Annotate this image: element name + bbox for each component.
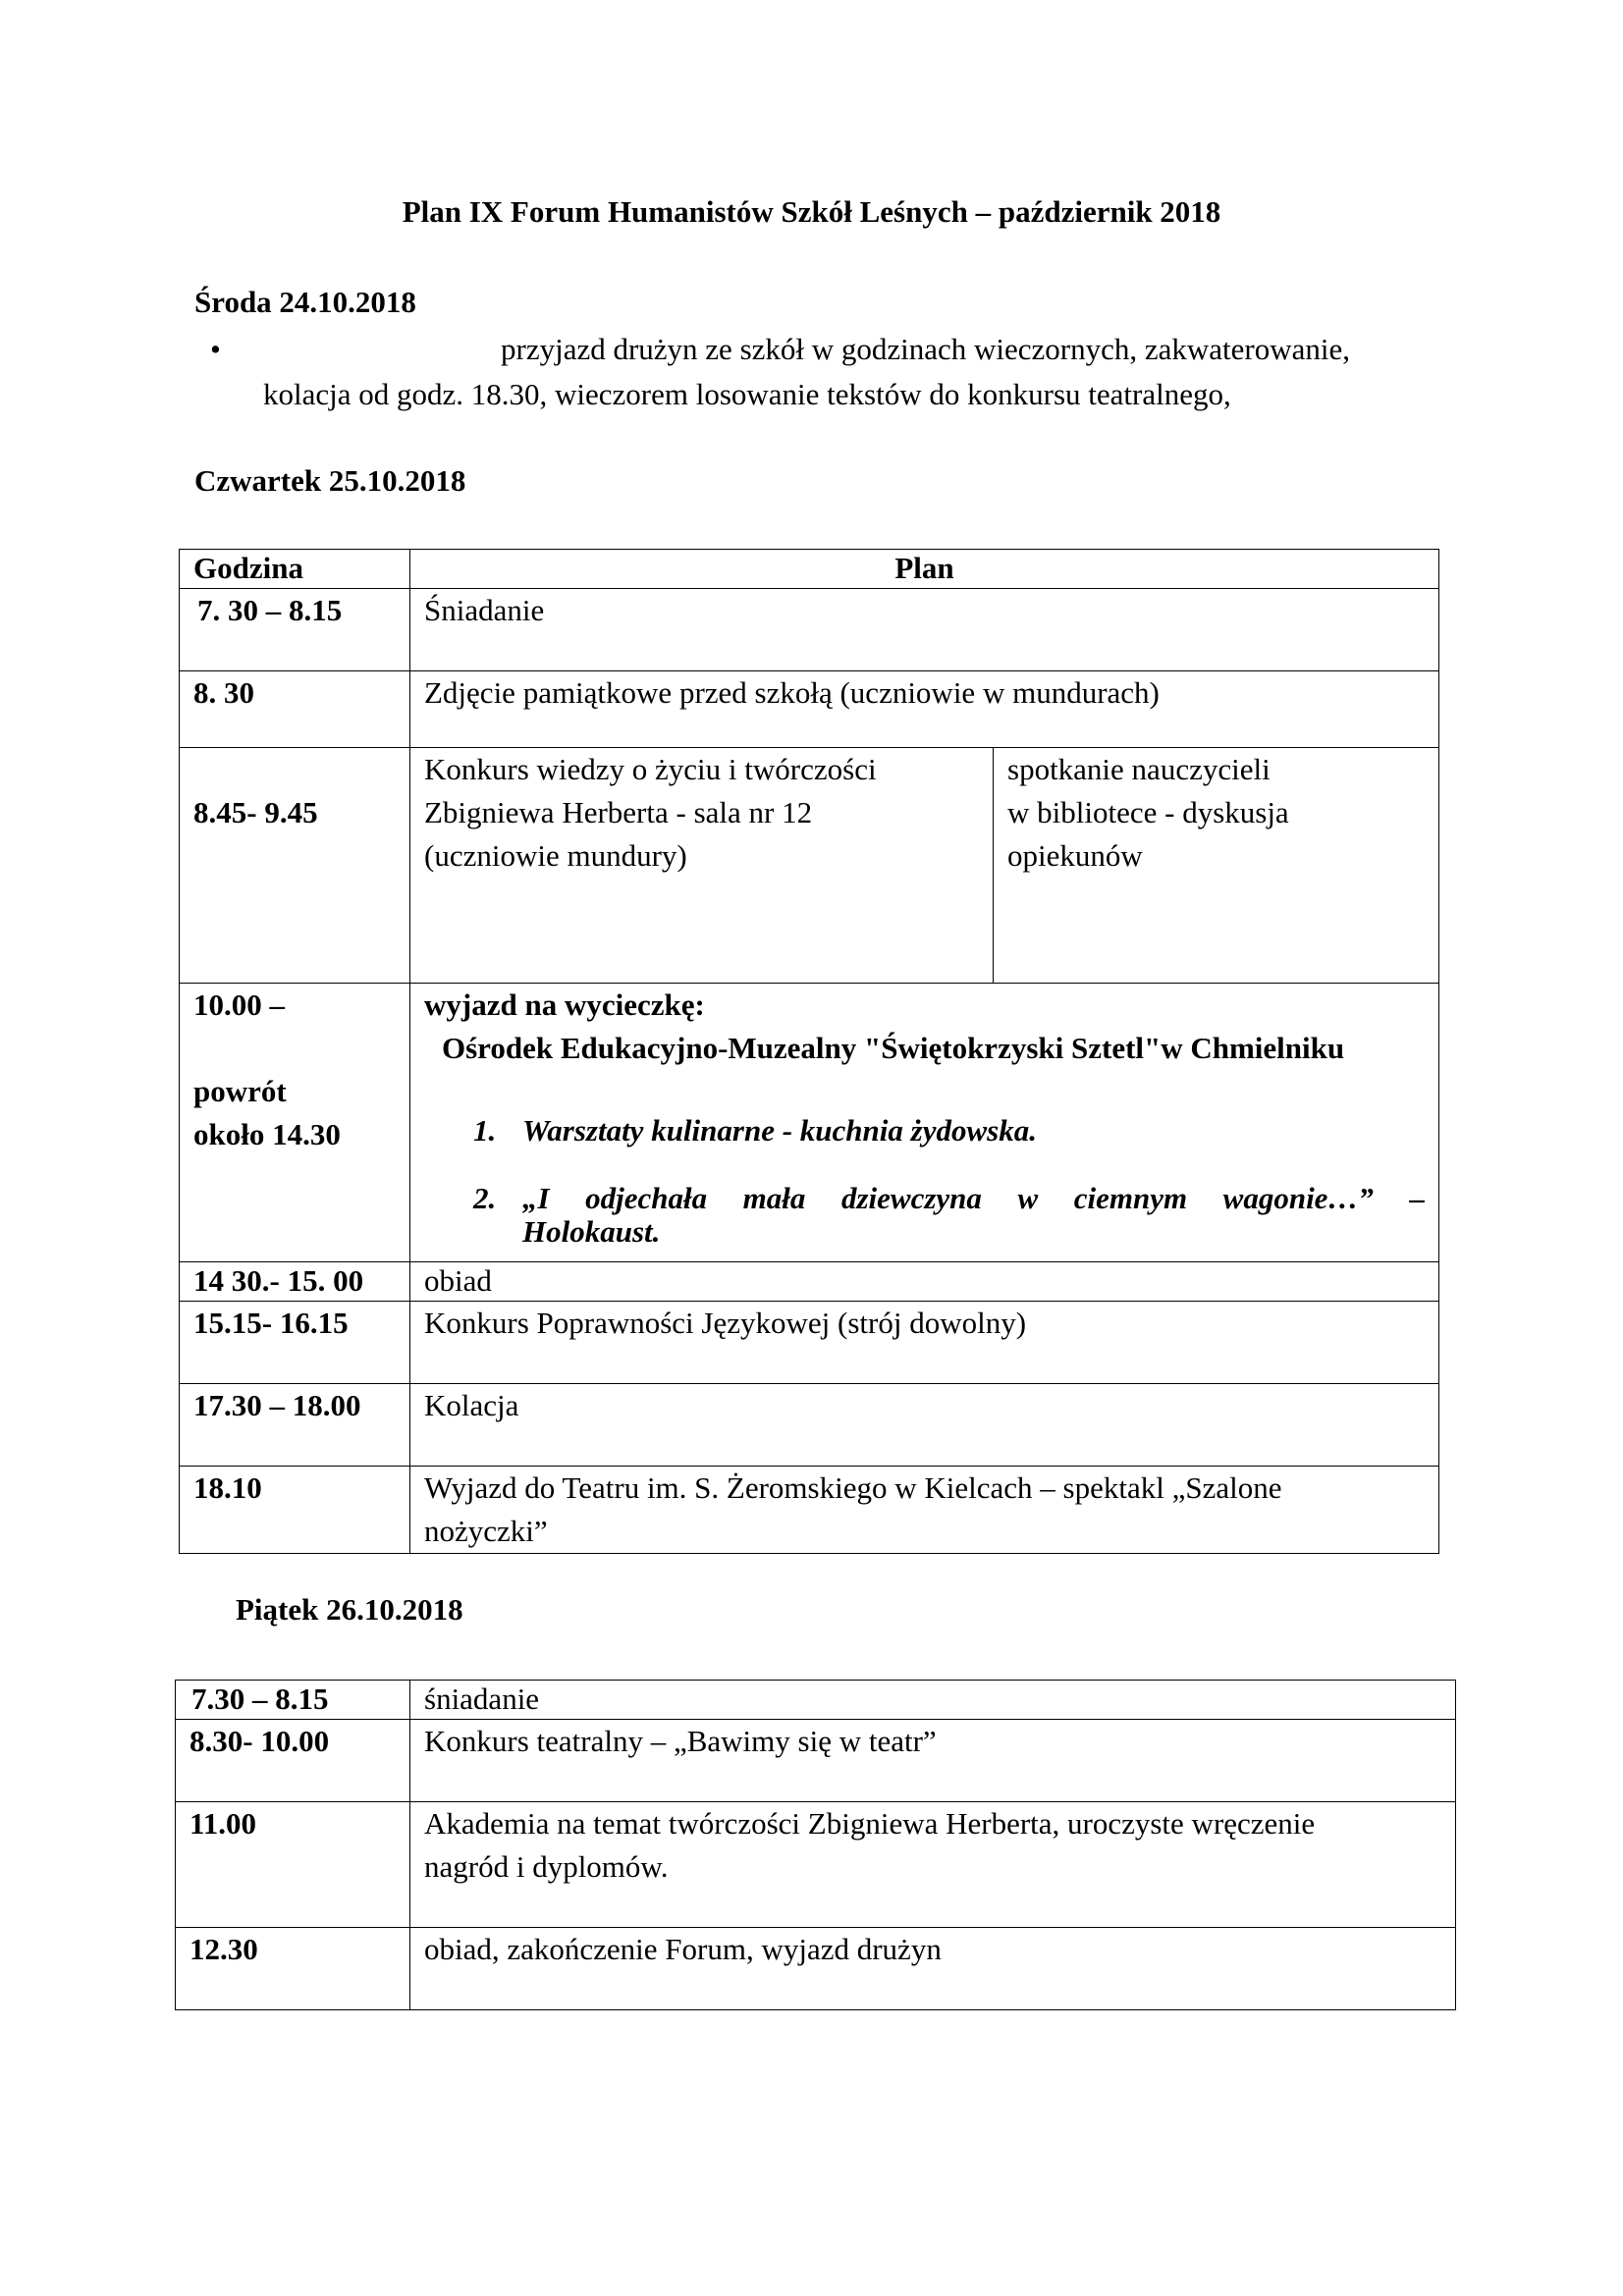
table-row — [180, 1467, 1439, 1554]
trip-depart-time: 10.00 – — [193, 988, 285, 1022]
plan-line: Wyjazd do Teatru im. S. Żeromskiego w Kielcach – spektakl „Szalone — [424, 1470, 1282, 1505]
plan-right-line: opiekunów — [1007, 838, 1143, 873]
table-row — [180, 589, 1439, 671]
item-number: 1. — [473, 1113, 497, 1148]
table-row — [180, 1262, 1439, 1302]
row-time: 12.30 — [176, 1928, 410, 2010]
row-plan-left — [410, 748, 994, 984]
wednesday-text-line2: kolacja od godz. 18.30, wieczorem losowanie tekstów do konkursu teatralnego, — [263, 377, 1231, 411]
plan-left-line: Zbigniewa Herberta - sala nr 12 — [424, 795, 813, 829]
header-plan: Plan — [410, 550, 1439, 589]
row-time: 11.00 — [176, 1802, 410, 1928]
row-plan: Konkurs teatralny – „Bawimy się w teatr” — [410, 1720, 1456, 1802]
row-time: 14 30.- 15. 00 — [180, 1262, 410, 1302]
wednesday-text-line1: przyjazd drużyn ze szkół w godzinach wieczornych, zakwaterowanie, — [501, 332, 1351, 366]
row-time: 15.15- 16.15 — [180, 1302, 410, 1384]
row-plan — [410, 1802, 1456, 1928]
table-row — [176, 1681, 1456, 1720]
day-heading-wednesday: Środa 24.10.2018 — [194, 285, 416, 319]
page-title: Plan IX Forum Humanistów Szkół Leśnych – październik 2018 — [402, 194, 1221, 229]
trip-items-list — [424, 1109, 1425, 1249]
row-time: 18.10 — [180, 1467, 410, 1554]
friday-schedule-table — [175, 1680, 1456, 2010]
table-row — [180, 984, 1439, 1262]
row-time: 7. 30 – 8.15 — [180, 589, 410, 671]
trip-return-time: około 14.30 — [193, 1117, 341, 1151]
row-plan: obiad, zakończenie Forum, wyjazd drużyn — [410, 1928, 1456, 2010]
item-text: Warsztaty kulinarne - kuchnia żydowska. — [522, 1113, 1037, 1148]
trip-heading: wyjazd na wycieczkę: — [424, 988, 705, 1022]
thursday-schedule-table — [179, 549, 1439, 1554]
trip-return-label: powrót — [193, 1074, 287, 1108]
bullet-icon: • — [210, 332, 221, 366]
row-time: 17.30 – 18.00 — [180, 1384, 410, 1467]
day-heading-friday: Piątek 26.10.2018 — [236, 1592, 463, 1627]
day-heading-thursday: Czwartek 25.10.2018 — [194, 463, 466, 498]
row-time: 7.30 – 8.15 — [176, 1681, 410, 1720]
table-row — [180, 748, 1439, 984]
plan-line: nagród i dyplomów. — [424, 1849, 669, 1884]
trip-place: Ośrodek Edukacyjno-Muzealny "Świętokrzyski Sztetl"w Chmielniku — [442, 1031, 1345, 1065]
row-time: 8.45- 9.45 — [180, 748, 410, 984]
table-row — [180, 1384, 1439, 1467]
plan-line: Akademia na temat twórczości Zbigniewa Herberta, uroczyste wręczenie — [424, 1806, 1316, 1841]
list-item — [424, 1182, 1425, 1249]
item-number: 2. — [473, 1181, 497, 1215]
item-text-line1: „I odjechała mała dziewczyna w ciemnym wagonie…” – — [522, 1181, 1426, 1215]
table-row — [180, 671, 1439, 748]
row-plan — [410, 1467, 1439, 1554]
row-plan: obiad — [410, 1262, 1439, 1302]
row-time: 8.30- 10.00 — [176, 1720, 410, 1802]
row-plan: Kolacja — [410, 1384, 1439, 1467]
table-row — [176, 1928, 1456, 2010]
table-row — [180, 1302, 1439, 1384]
row-plan: Zdjęcie pamiątkowe przed szkołą (uczniowie w mundurach) — [410, 671, 1439, 748]
row-time-trip — [180, 984, 410, 1262]
plan-right-line: spotkanie nauczycieli — [1007, 752, 1271, 786]
row-time: 8. 30 — [180, 671, 410, 748]
header-time: Godzina — [180, 550, 410, 589]
row-plan: śniadanie — [410, 1681, 1456, 1720]
plan-right-line: w bibliotece - dyskusja — [1007, 795, 1289, 829]
plan-left-line: Konkurs wiedzy o życiu i twórczości — [424, 752, 877, 786]
row-plan: Śniadanie — [410, 589, 1439, 671]
table-header-row — [180, 550, 1439, 589]
row-plan: Konkurs Poprawności Językowej (strój dowolny) — [410, 1302, 1439, 1384]
row-plan-right — [994, 748, 1439, 984]
list-item — [424, 1109, 1425, 1152]
item-text-line2: Holokaust. — [522, 1214, 661, 1249]
table-row — [176, 1802, 1456, 1928]
plan-left-line: (uczniowie mundury) — [424, 838, 687, 873]
row-plan-trip — [410, 984, 1439, 1262]
plan-line: nożyczki” — [424, 1514, 548, 1548]
table-row — [176, 1720, 1456, 1802]
